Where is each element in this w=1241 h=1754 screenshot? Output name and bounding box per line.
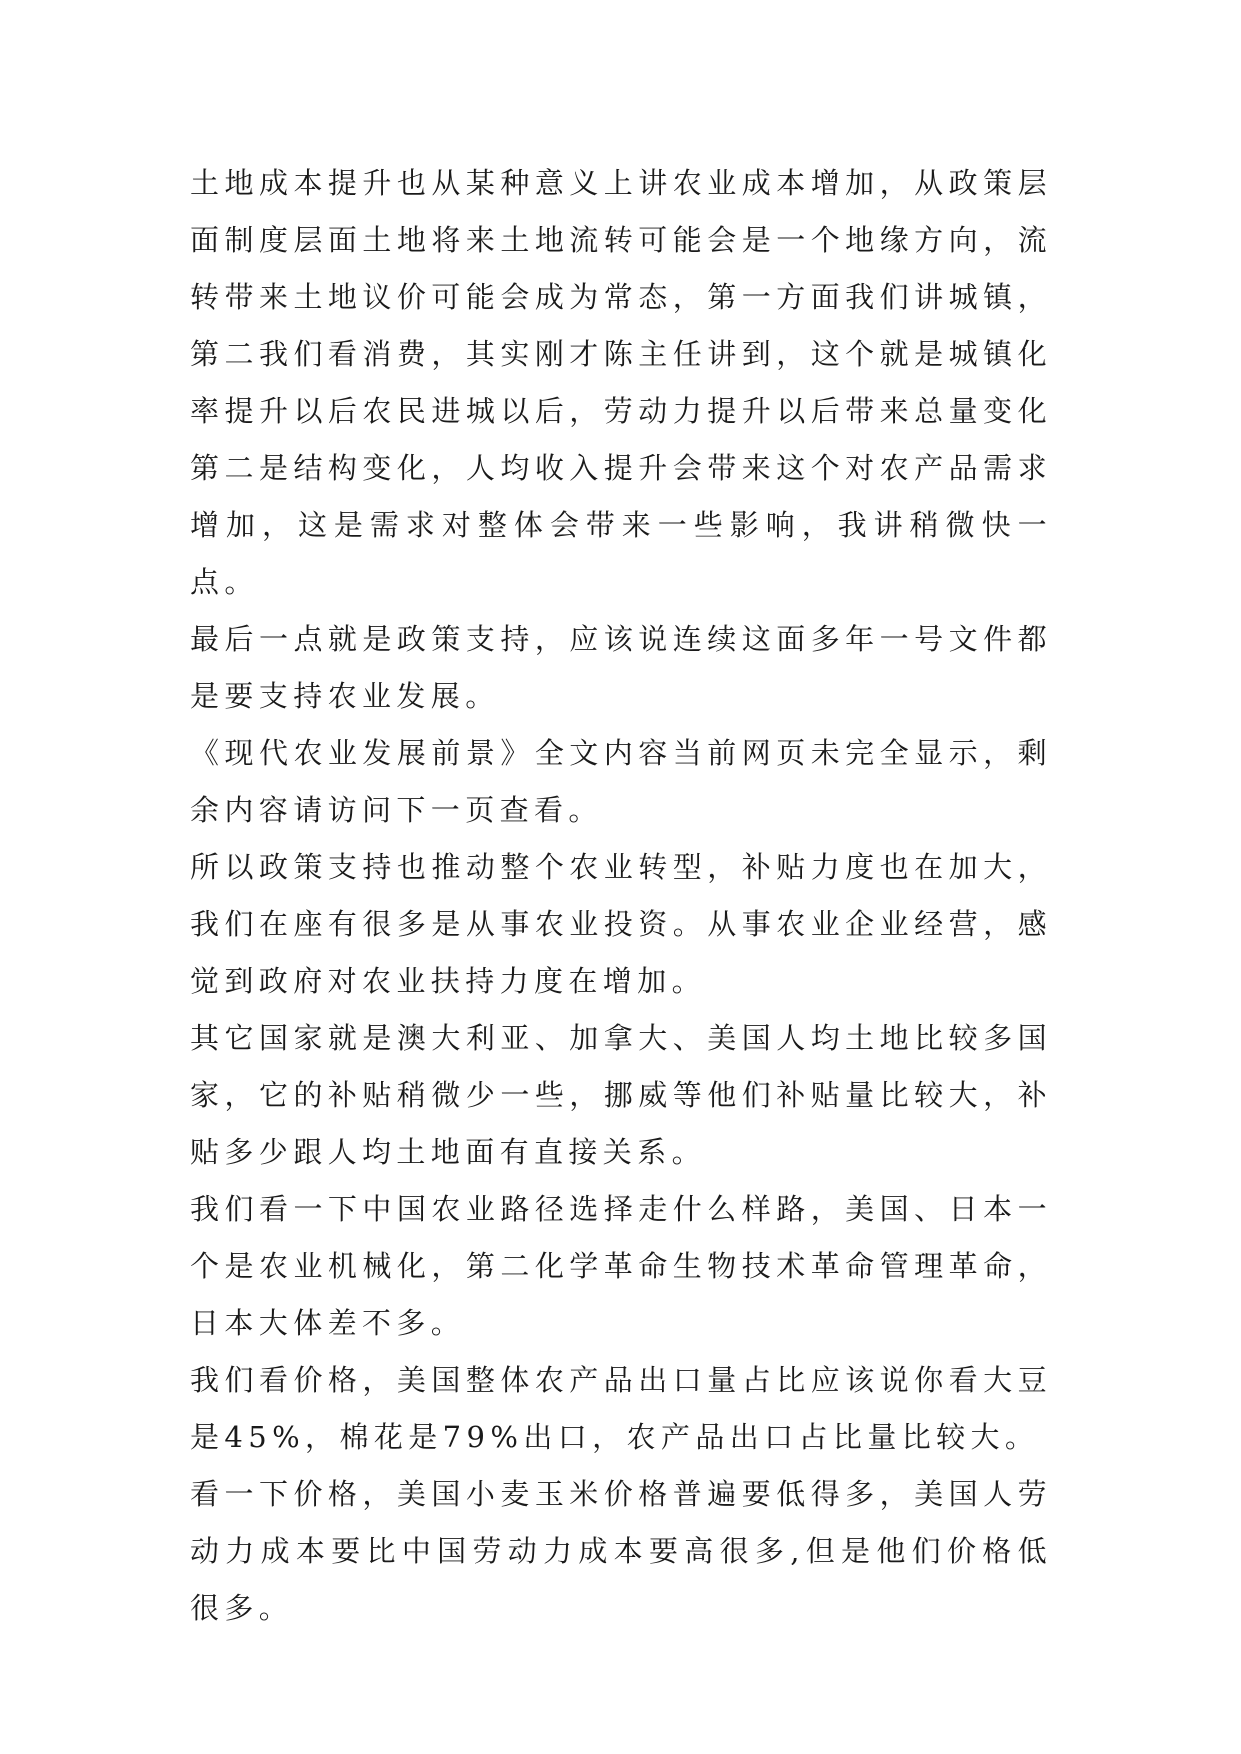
paragraph-other-countries: 其它国家就是澳大利亚、加拿大、美国人均土地比较多国家，它的补贴稍微少一些，挪威等他们补贴量比较大，补贴多少跟人均土地面有直接关系。 bbox=[190, 1021, 1052, 1169]
paragraph-price: 看一下价格，美国小麦玉米价格普遍要低得多，美国人劳动力成本要比中国劳动力成本要高很多,但是他们价格低很多。 bbox=[190, 1477, 1052, 1625]
paragraph-path-choice: 我们看一下中国农业路径选择走什么样路，美国、日本一个是农业机械化，第二化学革命生物技术革命管理革命，日本大体差不多。 bbox=[190, 1192, 1052, 1340]
paragraph-land-cost: 土地成本提升也从某种意义上讲农业成本增加，从政策层面制度层面土地将来土地流转可能会是一个地缘方向，流转带来土地议价可能会成为常态，第一方面我们讲城镇，第二我们看消费，其实刚才陈主任讲到，这个就是城镇化率提升以后农民进城以后，劳动力提升以后带来总量变化第二是结构变化，人均收入提升会带来这个对农产品需求增加，这是需求对整体会带来一些影响，我讲稍微快一点。 bbox=[190, 166, 1052, 599]
document-body bbox=[190, 155, 1052, 1637]
paragraph-policy-support: 最后一点就是政策支持，应该说连续这面多年一号文件都是要支持农业发展。 bbox=[190, 622, 1052, 713]
paragraph-continue-notice: 《现代农业发展前景》全文内容当前网页未完全显示，剩余内容请访问下一页查看。 bbox=[190, 736, 1052, 827]
paragraph-subsidy: 所以政策支持也推动整个农业转型，补贴力度也在加大，我们在座有很多是从事农业投资。从事农业企业经营，感觉到政府对农业扶持力度在增加。 bbox=[190, 850, 1052, 998]
paragraph-export-share: 我们看价格，美国整体农产品出口量占比应该说你看大豆是45%，棉花是79%出口，农产品出口占比量比较大。 bbox=[190, 1363, 1052, 1454]
